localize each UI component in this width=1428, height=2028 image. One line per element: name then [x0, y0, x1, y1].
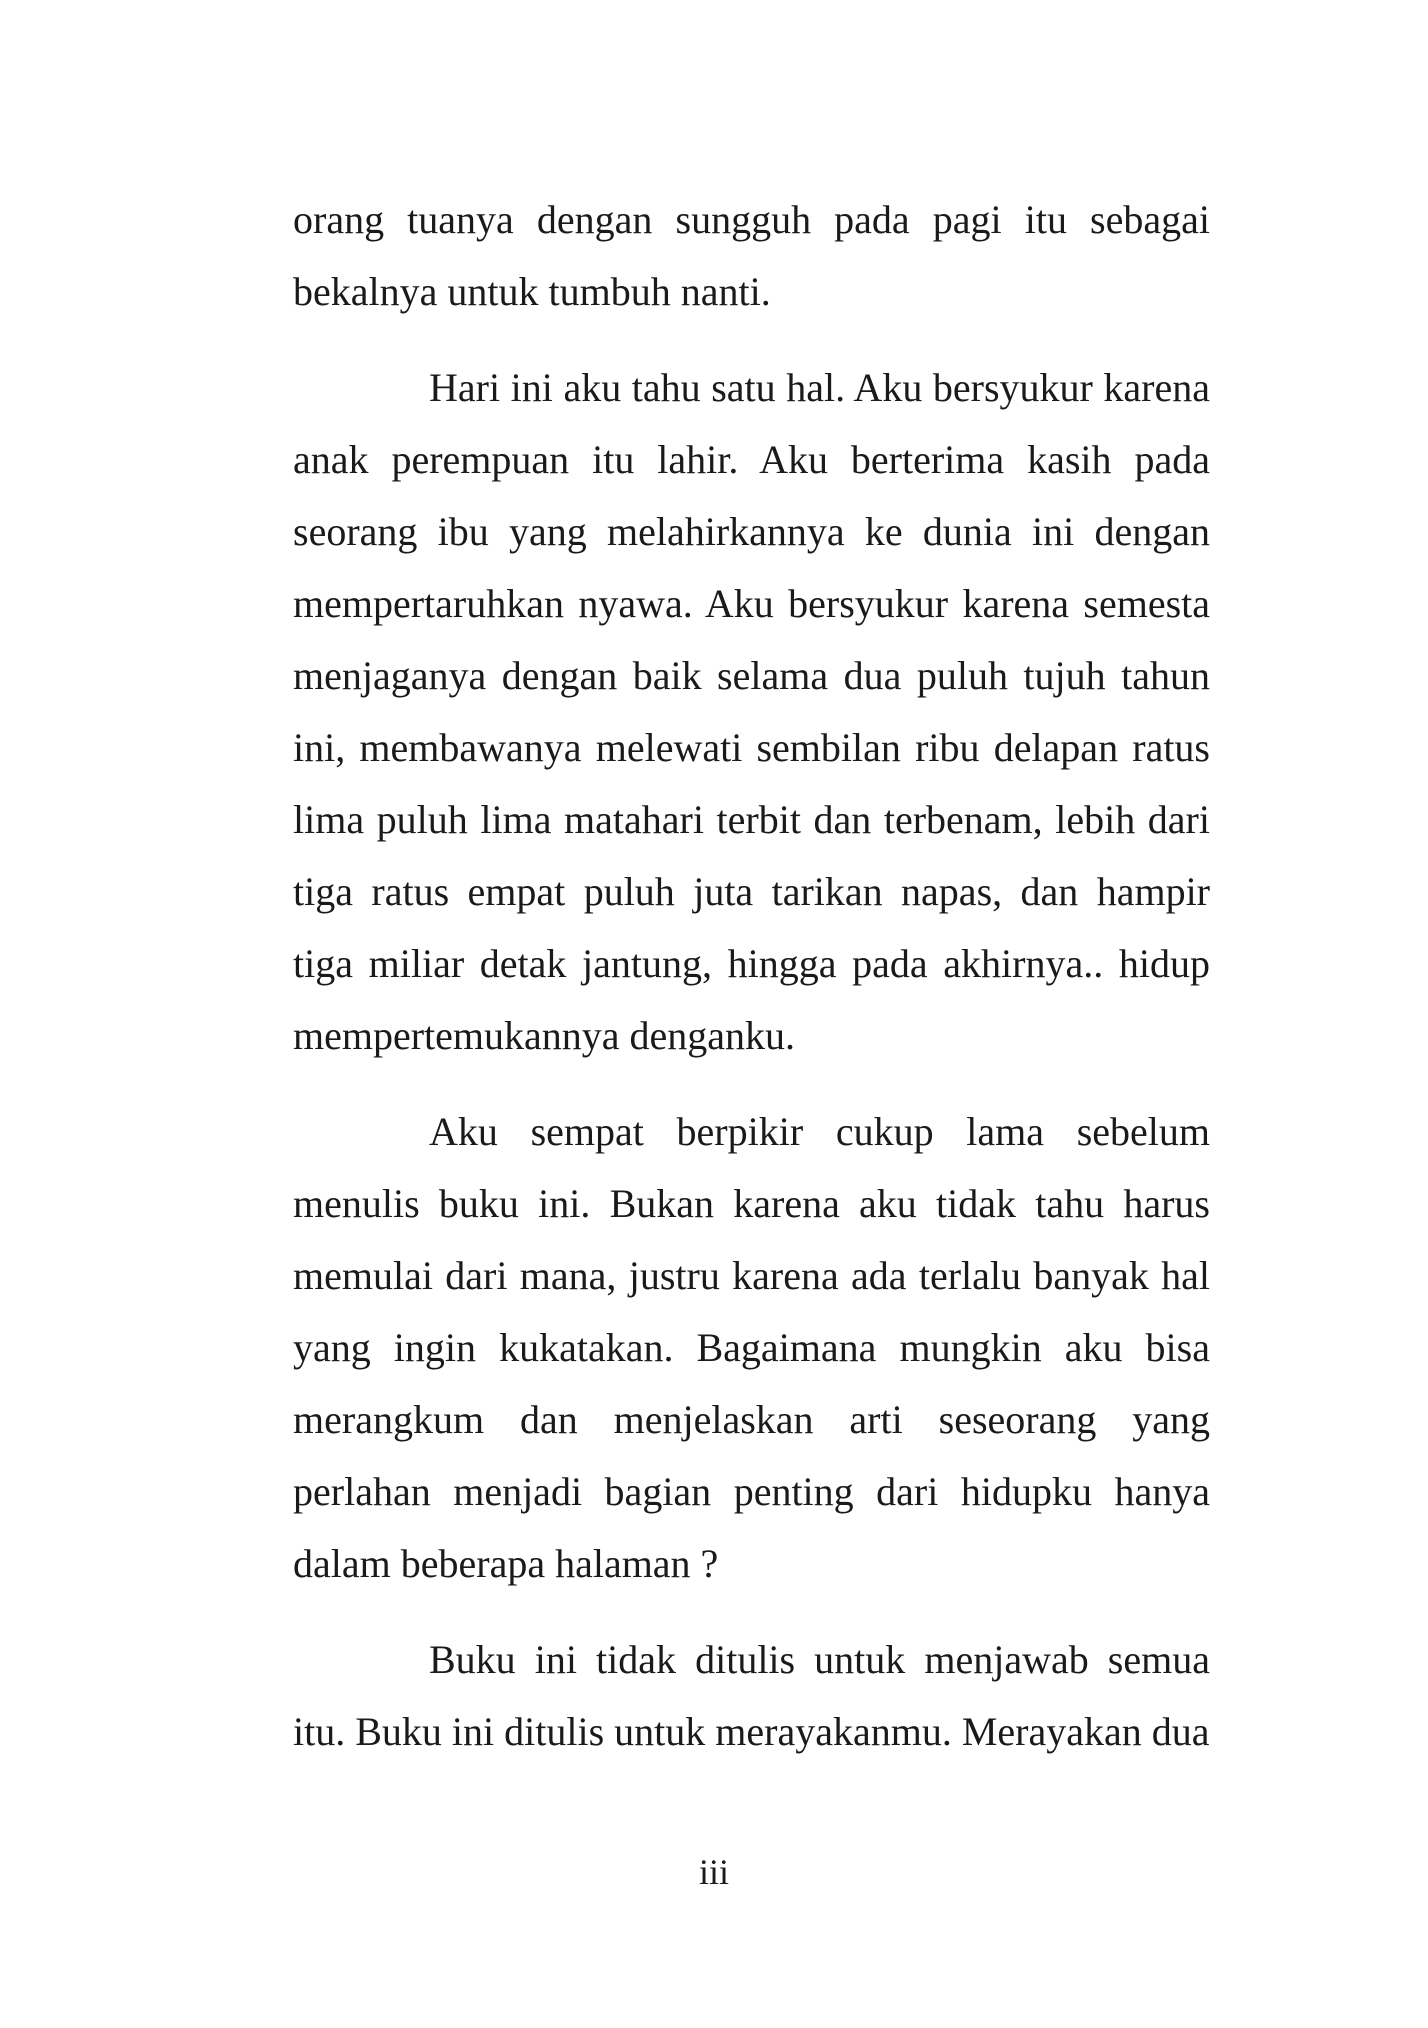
paragraph-purpose: Buku ini tidak ditulis untuk menjawab semua itu. Buku ini ditulis untuk merayakanmu. Merayakan dua: [293, 1637, 1210, 1754]
page-body: [293, 184, 1210, 1792]
paragraph-reflection: Aku sempat berpikir cukup lama sebelum menulis buku ini. Bukan karena aku tidak tahu harus memulai dari mana, justru karena ada terlalu banyak hal yang ingin kukatakan. Bagaimana mungkin aku bisa merangkum dan menjelaskan arti seseorang yang perlahan menjadi bagian penting dari hidupku hanya dalam beberapa halaman ?: [293, 1109, 1210, 1586]
paragraph-gratitude: Hari ini aku tahu satu hal. Aku bersyukur karena anak perempuan itu lahir. Aku berterima kasih pada seorang ibu yang melahirkannya ke dunia ini dengan mempertaruhkan nyawa. Aku bersyukur karena semesta menjaganya dengan baik selama dua puluh tujuh tahun ini, membawanya melewati sembilan ribu delapan ratus lima puluh lima matahari terbit dan terbenam, lebih dari tiga ratus empat puluh juta tarikan napas, dan hampir tiga miliar detak jantung, hingga pada akhirnya.. hidup mempertemukannya denganku.: [293, 365, 1210, 1058]
page-number: iii: [698, 1852, 729, 1892]
paragraph-continued: orang tuanya dengan sungguh pada pagi itu sebagai bekalnya untuk tumbuh nanti.: [293, 197, 1210, 314]
